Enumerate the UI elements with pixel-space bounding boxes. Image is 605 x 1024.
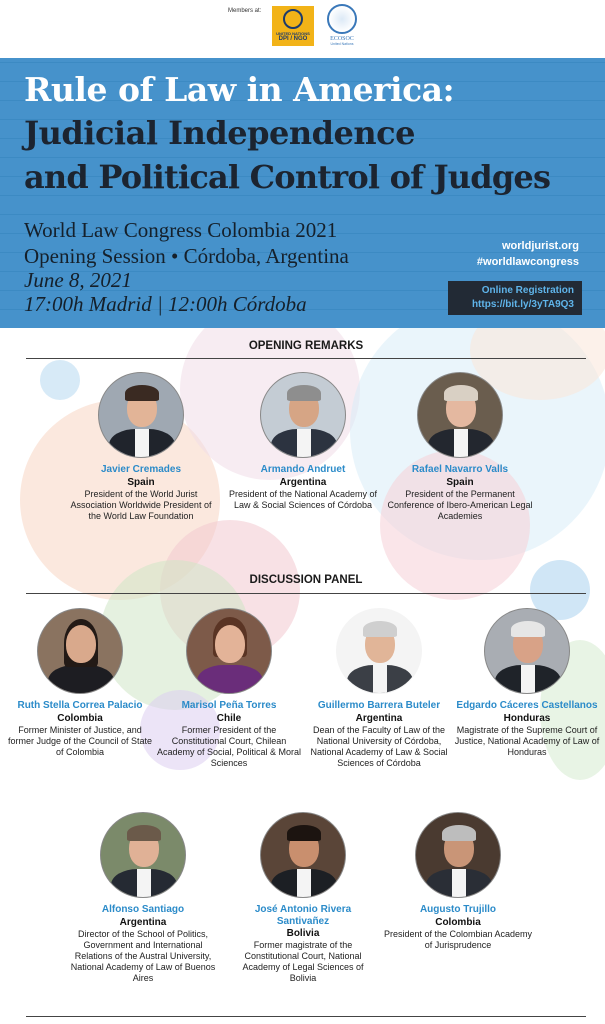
speaker-card: [5, 608, 155, 758]
speaker-card: [452, 608, 602, 758]
ecosoc-logo-line1: ECOSOC: [330, 36, 354, 42]
speaker-name: Ruth Stella Correa Palacio: [17, 700, 143, 711]
speaker-country: Honduras: [503, 712, 551, 724]
speaker-description: President of the National Academy of Law & Social Sciences of Córdoba: [228, 488, 378, 510]
speaker-photo: [484, 608, 570, 694]
registration-box[interactable]: [448, 281, 582, 315]
speaker-photo: [417, 372, 503, 458]
title-line-1: Rule of Law in America:: [24, 70, 455, 109]
speaker-card: [385, 372, 535, 522]
speaker-name: José Antonio Rivera Santivañez: [254, 904, 352, 927]
speaker-country: Argentina: [355, 712, 403, 724]
speaker-country: Spain: [446, 476, 474, 488]
speaker-card: [68, 812, 218, 984]
speaker-description: Former President of the Constitutional Court, Chilean Academy of Social, Political & Moral Sciences: [156, 724, 302, 768]
speaker-description: President of the World Jurist Association Worldwide President of the World Law Foundation: [70, 488, 212, 521]
hero-banner: [0, 58, 605, 328]
hashtag: #worldlawcongress: [476, 256, 579, 268]
speaker-card: [228, 812, 378, 984]
un-emblem-icon: [283, 9, 303, 29]
ecosoc-logo: [322, 4, 362, 48]
bottom-divider: [26, 1016, 586, 1017]
ecosoc-logo-line2: United Nations: [330, 42, 354, 46]
speaker-name: Augusto Trujillo: [419, 904, 497, 915]
speaker-name: Javier Cremades: [100, 464, 182, 475]
speaker-photo: [415, 812, 501, 898]
website-link[interactable]: worldjurist.org: [502, 240, 579, 252]
speaker-photo: [186, 608, 272, 694]
un-logo-line2: DPI / NGO: [278, 36, 308, 42]
event-name: World Law Congress Colombia 2021: [24, 218, 338, 242]
speaker-card: [154, 608, 304, 769]
speaker-name: Armando Andruet: [260, 464, 346, 475]
speaker-photo: [336, 608, 422, 694]
speaker-country: Colombia: [435, 916, 481, 928]
speaker-card: [66, 372, 216, 522]
speaker-photo: [260, 372, 346, 458]
discussion-panel-heading: DISCUSSION PANEL: [249, 574, 363, 586]
logo-strip: [0, 0, 605, 58]
session-location: Opening Session • Córdoba, Argentina: [24, 244, 349, 268]
members-label: Members at:: [228, 8, 262, 14]
speaker-name: Marisol Peña Torres: [181, 700, 277, 711]
title-line-2: Judicial Independence: [24, 114, 415, 152]
speaker-country: Bolivia: [286, 928, 320, 939]
event-time: 17:00h Madrid | 12:00h Córdoba: [24, 292, 307, 316]
divider: [26, 593, 586, 594]
registration-label: Online Registration: [481, 285, 574, 296]
speaker-name: Rafael Navarro Valls: [411, 464, 509, 475]
speaker-description: Dean of the Faculty of Law of the National University of Córdoba, National Academy of Law & Social Sciences of Córdoba: [310, 724, 448, 768]
speaker-photo: [100, 812, 186, 898]
speaker-name: Alfonso Santiago: [101, 904, 185, 915]
speaker-description: President of the Colombian Academy of Jurisprudence: [383, 928, 533, 950]
speaker-photo: [260, 812, 346, 898]
speaker-country: Spain: [127, 476, 155, 488]
speaker-name: Edgardo Cáceres Castellanos: [456, 700, 598, 711]
speaker-photo: [98, 372, 184, 458]
event-date: June 8, 2021: [24, 268, 132, 292]
opening-remarks-heading: OPENING REMARKS: [248, 340, 364, 352]
speaker-country: Argentina: [119, 916, 167, 928]
ecosoc-emblem-icon: [327, 4, 357, 34]
speaker-description: President of the Permanent Conference of Ibero-American Legal Academies: [387, 488, 533, 521]
speaker-description: Former Minister of Justice, and former Judge of the Council of State of Colombia: [7, 724, 153, 757]
speaker-country: Colombia: [57, 712, 103, 724]
speaker-photo: [37, 608, 123, 694]
speaker-card: [228, 372, 378, 511]
divider: [26, 358, 586, 359]
speaker-description: Former magistrate of the Constitutional Court, National Academy of Legal Sciences of Bolivia: [242, 940, 364, 983]
speaker-name: Guillermo Barrera Buteler: [317, 700, 441, 711]
registration-link[interactable]: https://bit.ly/3yTA9Q3: [471, 299, 574, 310]
speaker-card: [383, 812, 533, 951]
speaker-country: Chile: [216, 712, 242, 724]
un-dpi-ngo-logo: [272, 6, 314, 46]
speaker-card: [304, 608, 454, 769]
speaker-description: Director of the School of Politics, Government and International Relations of the Austral University, National Academy of Law of Buenos Aires: [70, 928, 216, 983]
speaker-description: Magistrate of the Supreme Court of Justice, National Academy of Law of Honduras: [454, 724, 600, 757]
un-logo-line1: UNITED NATIONS: [276, 31, 310, 36]
title-line-3: and Political Control of Judges: [24, 158, 551, 196]
speaker-country: Argentina: [279, 476, 327, 488]
